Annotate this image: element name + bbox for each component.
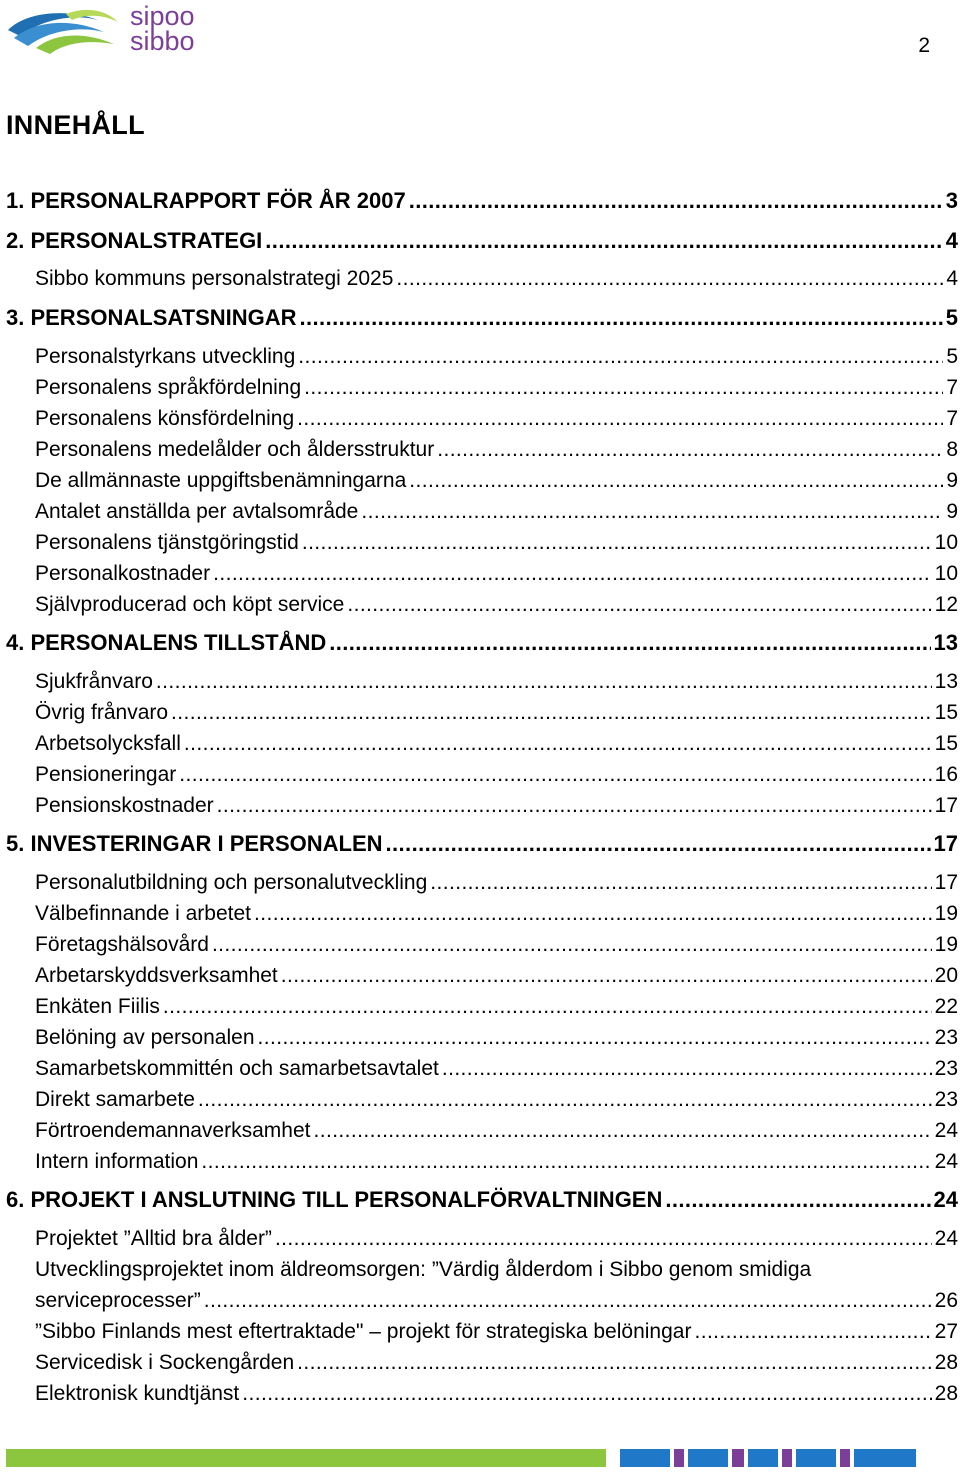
toc-section-entry[interactable] <box>35 700 958 726</box>
toc-entry-page: 23 <box>934 1088 958 1111</box>
toc-section-entry[interactable] <box>35 1350 958 1376</box>
toc-dot-leader <box>179 762 931 788</box>
toc-section-entry[interactable] <box>35 406 958 432</box>
toc-entry-page: 13 <box>933 630 958 655</box>
toc-entry-page: 5 <box>946 345 958 368</box>
toc-dot-leader <box>258 1025 932 1051</box>
toc-dot-leader <box>184 731 932 757</box>
footer-bar-segment <box>732 1449 744 1467</box>
toc-chapter-entry[interactable] <box>6 188 958 214</box>
toc-section-entry[interactable] <box>35 901 958 927</box>
toc-dot-leader <box>254 901 932 927</box>
footer-color-bar <box>6 1449 942 1467</box>
toc-dot-leader <box>198 1087 932 1113</box>
toc-chapter-entry[interactable] <box>6 305 958 331</box>
toc-chapter-entry[interactable] <box>6 630 958 656</box>
toc-entry-title: Arbetarskyddsverksamhet <box>35 964 278 987</box>
toc-section-entry[interactable] <box>35 1056 958 1082</box>
footer-bar-segment <box>854 1449 916 1467</box>
logo-wordmark <box>130 1 195 56</box>
toc-dot-leader <box>437 437 943 463</box>
toc-entry-title: Personalutbildning och personalutveckling <box>35 871 428 894</box>
footer-bar-segment <box>674 1449 684 1467</box>
toc-dot-leader <box>409 188 943 214</box>
toc-dot-leader <box>302 530 932 556</box>
toc-entry-title: Servicedisk i Sockengården <box>35 1351 295 1374</box>
sipoo-sibbo-logo <box>6 2 206 58</box>
toc-chapter-entry[interactable] <box>6 228 958 254</box>
toc-entry-title: 4. PERSONALENS TILLSTÅND <box>6 630 327 655</box>
toc-entry-page: 20 <box>934 964 958 987</box>
toc-entry-page: 22 <box>934 995 958 1018</box>
toc-chapter-entry[interactable] <box>6 831 958 857</box>
toc-entry-page: 13 <box>934 670 958 693</box>
toc-entry-page: 10 <box>934 562 958 585</box>
toc-entry-page: 26 <box>934 1289 958 1312</box>
toc-entry-title: 6. PROJEKT I ANSLUTNING TILL PERSONALFÖRVALTNINGEN <box>6 1187 663 1212</box>
toc-dot-leader <box>213 561 932 587</box>
toc-entry-title: Företagshälsovård <box>35 933 209 956</box>
toc-entry-title: 1. PERSONALRAPPORT FÖR ÅR 2007 <box>6 188 406 213</box>
toc-section-entry[interactable] <box>35 1288 958 1314</box>
toc-entry-page: 24 <box>934 1119 958 1142</box>
toc-entry-title: 5. INVESTERINGAR I PERSONALEN <box>6 831 383 856</box>
footer-bar-segment <box>606 1449 620 1467</box>
toc-section-entry[interactable] <box>35 1118 958 1144</box>
toc-section-entry[interactable] <box>35 375 958 401</box>
toc-section-entry[interactable] <box>35 1381 958 1407</box>
toc-section-entry[interactable] <box>35 1319 958 1345</box>
toc-dot-leader <box>430 870 931 896</box>
toc-dot-leader <box>281 963 932 989</box>
toc-dot-leader <box>156 669 932 695</box>
toc-entry-page: 24 <box>934 1227 958 1250</box>
toc-section-entry[interactable] <box>35 530 958 556</box>
toc-entry-title: Sibbo kommuns personalstrategi 2025 <box>35 267 394 290</box>
toc-section-entry[interactable] <box>35 437 958 463</box>
toc-entry-title: 3. PERSONALSATSNINGAR <box>6 305 297 330</box>
toc-entry-page: 4 <box>946 267 958 290</box>
toc-dot-leader <box>297 406 943 432</box>
toc-dot-leader <box>265 228 942 254</box>
footer-bar-segment <box>796 1449 836 1467</box>
toc-chapter-entry[interactable] <box>6 1187 958 1213</box>
toc-dot-leader <box>297 1350 932 1376</box>
toc-section-entry[interactable] <box>35 1087 958 1113</box>
toc-entry-title: Antalet anställda per avtalsområde <box>35 500 359 523</box>
toc-entry-title: Personalens tjänstgöringstid <box>35 531 299 554</box>
toc-entry-title: ”Sibbo Finlands mest eftertraktade" – projekt för strategiska belöningar <box>35 1320 692 1343</box>
page-number: 2 <box>918 34 930 57</box>
toc-entry-title: Enkäten Fiilis <box>35 995 160 1018</box>
footer-bar-segment <box>688 1449 728 1467</box>
toc-entry-title: Övrig frånvaro <box>35 701 169 724</box>
toc-entry-title: Personalens könsfördelning <box>35 407 295 430</box>
footer-bar-segment <box>620 1449 670 1467</box>
logo-line-sibbo: sibbo <box>130 26 195 56</box>
toc-dot-leader <box>242 1381 931 1407</box>
footer-bar-segment <box>748 1449 778 1467</box>
toc-section-entry[interactable] <box>35 963 958 989</box>
toc-entry-title: Sjukfrånvaro <box>35 670 153 693</box>
toc-dot-leader <box>171 700 932 726</box>
toc-dot-leader <box>665 1187 930 1213</box>
toc-entry-title: Självproducerad och köpt service <box>35 593 345 616</box>
toc-entry-title: Personalens medelålder och åldersstruktur <box>35 438 435 461</box>
toc-dot-leader <box>298 344 943 370</box>
toc-entry-page: 24 <box>934 1150 958 1173</box>
toc-dot-leader <box>275 1226 932 1252</box>
toc-entry-line[interactable]: Utvecklingsprojektet inom äldreomsorgen: ”Värdig ålderdom i Sibbo genom smidiga <box>35 1258 812 1281</box>
toc-dot-leader <box>396 266 943 292</box>
toc-dot-leader <box>201 1149 931 1175</box>
toc-entry-page: 9 <box>946 469 958 492</box>
toc-entry-title: De allmännaste uppgiftsbenämningarna <box>35 469 407 492</box>
footer-bar-segment <box>840 1449 850 1467</box>
toc-section-entry[interactable] <box>35 1226 958 1252</box>
toc-entry-title: Direkt samarbete <box>35 1088 195 1111</box>
toc-entry-title: Pensioneringar <box>35 763 177 786</box>
toc-entry-page: 28 <box>934 1382 958 1405</box>
toc-section-entry[interactable] <box>35 468 958 494</box>
toc-entry-page: 23 <box>934 1057 958 1080</box>
toc-entry-title: Samarbetskommittén och samarbetsavtalet <box>35 1057 439 1080</box>
toc-section-entry[interactable] <box>35 793 958 819</box>
toc-entry-title: Personalkostnader <box>35 562 211 585</box>
toc-entry-title: Arbetsolycksfall <box>35 732 181 755</box>
toc-dot-leader <box>442 1056 932 1082</box>
toc-entry-title: Välbefinnande i arbetet <box>35 902 251 925</box>
toc-section-entry[interactable] <box>35 499 958 525</box>
toc-dot-leader <box>329 630 930 656</box>
toc-entry-page: 24 <box>933 1187 958 1212</box>
toc-entry-page: 17 <box>933 831 958 856</box>
toc-entry-page: 28 <box>934 1351 958 1374</box>
toc-section-entry[interactable] <box>35 994 958 1020</box>
toc-entry-title: Projektet ”Alltid bra ålder” <box>35 1227 272 1250</box>
toc-section-entry[interactable] <box>35 561 958 587</box>
toc-entry-page: 17 <box>934 794 958 817</box>
toc-entry-title: Personalens språkfördelning <box>35 376 302 399</box>
toc-section-entry[interactable] <box>35 344 958 370</box>
toc-entry-page: 7 <box>946 407 958 430</box>
toc-section-entry[interactable] <box>35 592 958 618</box>
toc-entry-title: Förtroendemannaverksamhet <box>35 1119 311 1142</box>
toc-dot-leader <box>347 592 931 618</box>
toc-dot-leader <box>386 831 931 857</box>
toc-entry-title: Pensionskostnader <box>35 794 214 817</box>
footer-bar-segment <box>782 1449 792 1467</box>
toc-entry-page: 4 <box>945 228 958 253</box>
toc-entry-page: 19 <box>934 902 958 925</box>
toc-entry-title: Intern information <box>35 1150 199 1173</box>
toc-entry-page: 10 <box>934 531 958 554</box>
toc-entry-page: 7 <box>946 376 958 399</box>
toc-dot-leader <box>361 499 943 525</box>
toc-section-entry[interactable] <box>35 1025 958 1051</box>
toc-entry-title: Elektronisk kundtjänst <box>35 1382 240 1405</box>
toc-entry-page: 12 <box>934 593 958 616</box>
toc-entry-page: 9 <box>946 500 958 523</box>
toc-section-entry[interactable] <box>35 731 958 757</box>
footer-bar-segment <box>6 1449 606 1467</box>
toc-section-entry[interactable] <box>35 870 958 896</box>
toc-dot-leader <box>212 932 932 958</box>
toc-section-entry[interactable] <box>35 762 958 788</box>
logo-line-sipoo: sipoo <box>130 1 195 31</box>
toc-entry-page: 15 <box>934 701 958 724</box>
toc-dot-leader <box>409 468 943 494</box>
toc-entry-page: 3 <box>945 188 958 213</box>
toc-entry-page: 15 <box>934 732 958 755</box>
toc-dot-leader <box>163 994 932 1020</box>
toc-section-entry[interactable] <box>35 266 958 292</box>
toc-section-entry[interactable] <box>35 1149 958 1175</box>
toc-entry-title: Personalstyrkans utveckling <box>35 345 296 368</box>
toc-entry-page: 5 <box>945 305 958 330</box>
toc-dot-leader <box>300 305 943 331</box>
toc-dot-leader <box>304 375 943 401</box>
toc-entry-page: 27 <box>934 1320 958 1343</box>
toc-entry-page: 17 <box>934 871 958 894</box>
toc-dot-leader <box>694 1319 931 1345</box>
toc-dot-leader <box>204 1288 932 1314</box>
toc-entry-title: serviceprocesser” <box>35 1289 201 1312</box>
toc-entry-page: 19 <box>934 933 958 956</box>
toc-entry-title: 2. PERSONALSTRATEGI <box>6 228 263 253</box>
toc-dot-leader <box>313 1118 931 1144</box>
toc-entry-title: Belöning av personalen <box>35 1026 255 1049</box>
toc-entry-page: 16 <box>934 763 958 786</box>
toc-entry-page: 23 <box>934 1026 958 1049</box>
toc-title: INNEHÅLL <box>6 110 145 140</box>
toc-section-entry[interactable] <box>35 932 958 958</box>
toc-dot-leader <box>217 793 932 819</box>
toc-section-entry[interactable] <box>35 669 958 695</box>
toc-entry-page: 8 <box>946 438 958 461</box>
logo-swoosh-icon <box>6 2 126 58</box>
